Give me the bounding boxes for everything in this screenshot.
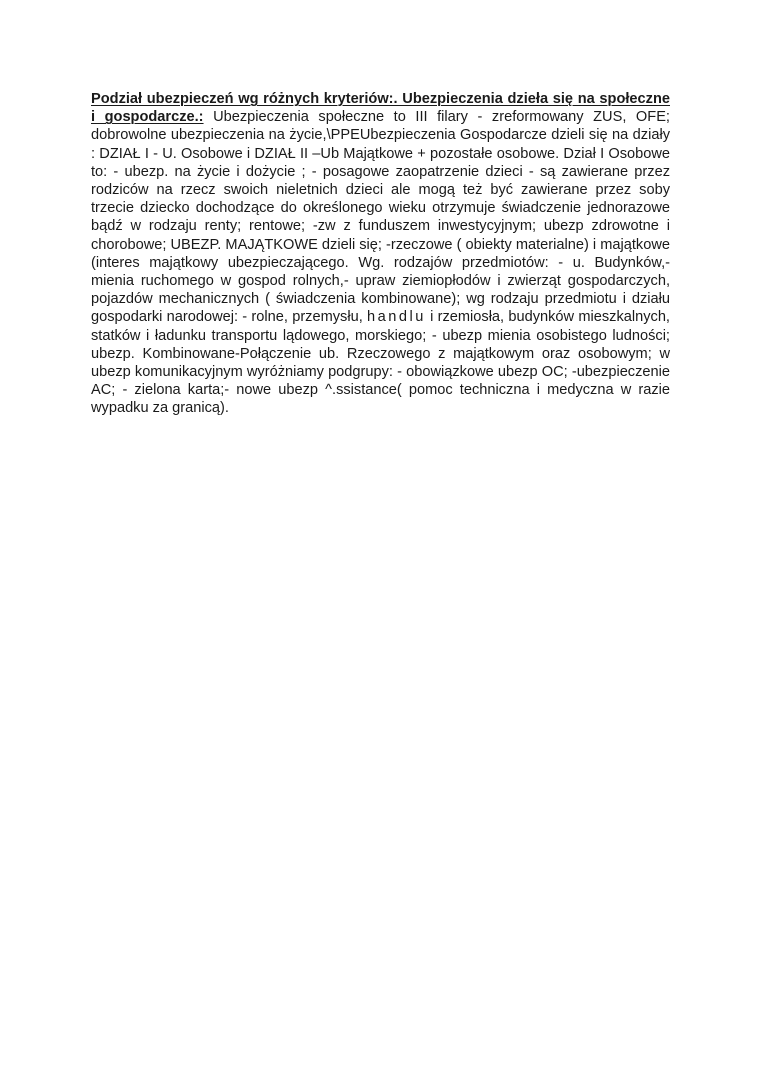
- document-paragraph: [91, 90, 670, 418]
- body-text: Ubezpieczenia społeczne to III filary - zreformowany ZUS, OFE; dobrowolne ubezpieczenia na życie,\PPEUbezpieczenia Gospodarcze dzieli się na działy : DZIAŁ I - U. Osobowe i DZIAŁ II –Ub Majątkowe + pozostałe osobowe. Dział I Osobowe to: - ubezp. na życie i dożycie ; - posagowe zaopatrzenie dzieci - są zawierane przez rodziców na rzecz swoich nieletnich dzieci ale mogą też być zawierane przez soby trzecie dziecko dochodzące do określonego wieku otrzymuje świadczenie jednorazowe bądź w rodzaju renty; rentowe; -zw z funduszem inwestycyjnym; ubezp zdrowotne i chorobowe; UBEZP. MAJĄTKOWE dzieli się; -rzeczowe ( obiekty materialne) i majątkowe (interes majątkowy ubezpieczającego. Wg. rodzajów przedmiotów: - u. Budynków,- mienia ruchomego w gospod rolnych,- upraw ziemiopłodów i zwierząt gospodarczych, pojazdów mechanicznych ( świadczenia kombinowane); wg rodzaju przedmiotu i działu gospodarki narodowej: - rolne, przemysłu,: [91, 109, 670, 326]
- spaced-word: handlu: [367, 309, 426, 326]
- body-text-continued: i rzemiosła, budynków mieszkalnych, statków i ładunku transportu lądowego, morskiego; - ubezp mienia osobistego ludności; ubezp. Kombinowane-Połączenie ub. Rzeczowego z majątkowym oraz osobowym; w ubezp komunikacyjnym wyróżniamy podgrupy: - obowiązkowe ubezp OC; -ubezpieczenie AC; - zielona karta;- nowe ubezp ^.ssistance( pomoc techniczna i medyczna w razie wypadku za granicą).: [91, 309, 670, 417]
- section-heading: Podział ubezpieczeń wg różnych kryteriów:. Ubezpieczenia dzieła się na społeczne i gospodarcze.:: [91, 91, 670, 126]
